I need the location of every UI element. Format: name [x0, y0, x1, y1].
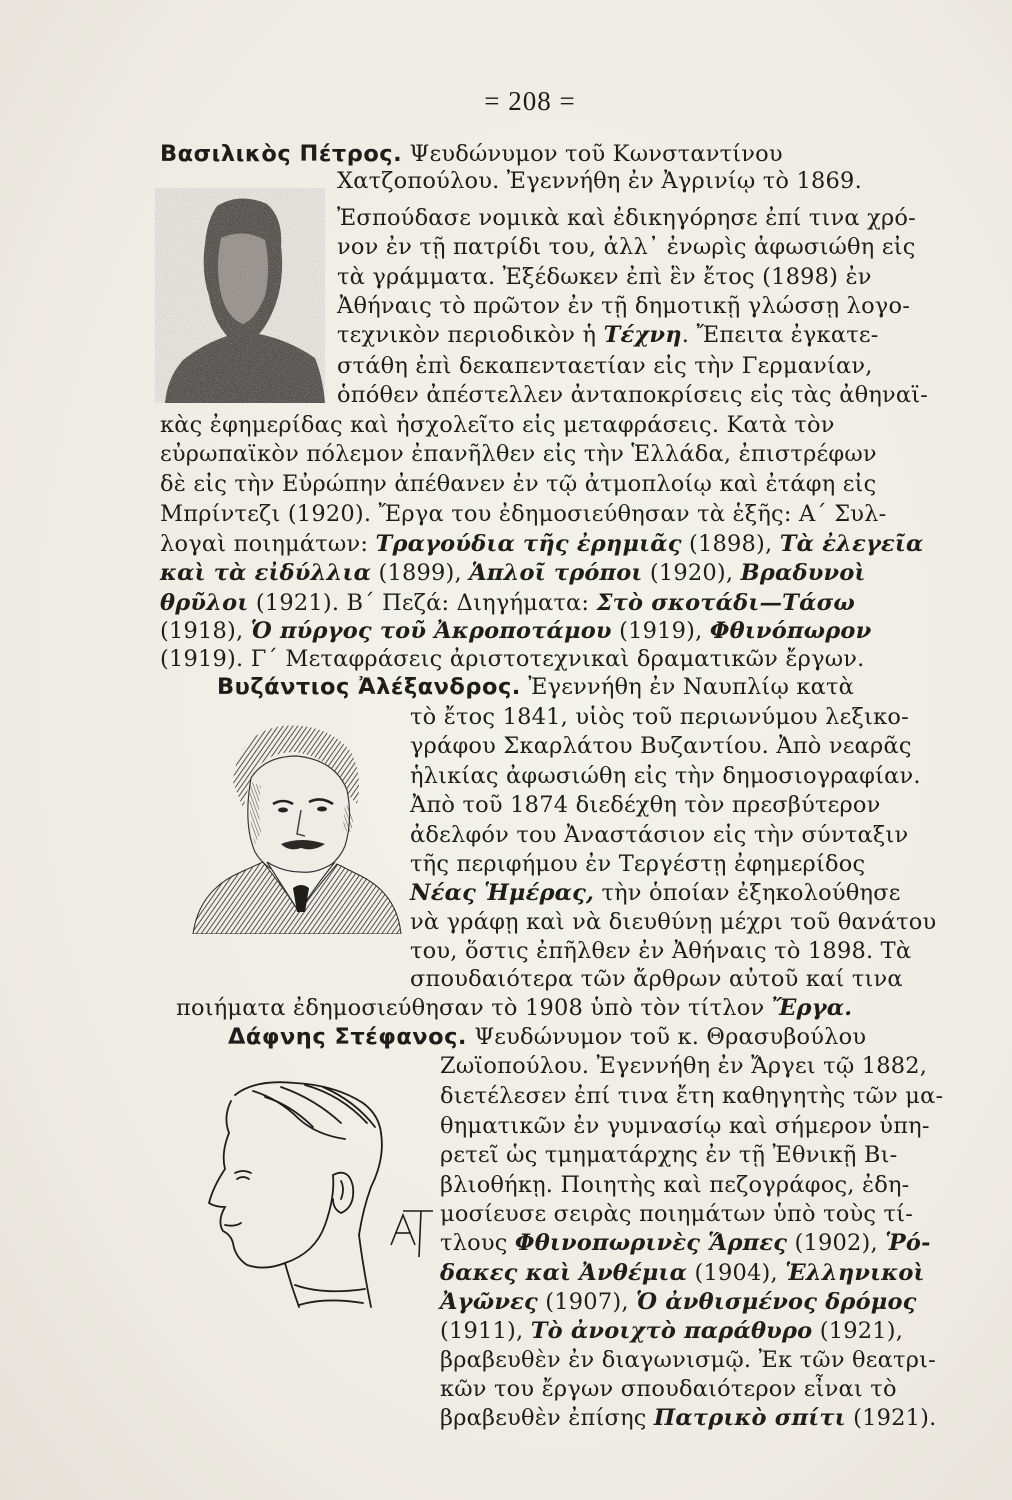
- text-run: (1921),: [819, 1318, 904, 1344]
- text-line: στάθη ἐπὶ δεκαπενταετίαν εἰς τὴν Γερμανίαν,: [337, 353, 873, 379]
- text-run: (1919),: [619, 618, 703, 644]
- text-line: [337, 322, 879, 348]
- italic-title: Ἔργα.: [771, 995, 853, 1021]
- italic-title: Στὸ σκοτάδι—Τάσω: [596, 590, 856, 616]
- text-line: Ἀπὸ τοῦ 1874 διεδέχθη τὸν πρεσβύτερον: [410, 792, 881, 818]
- text-run: (1907),: [545, 1289, 629, 1315]
- text-line: [440, 1289, 917, 1315]
- text-line: Ἀθήναις τὸ πρῶτον ἐν τῇ δημοτικῇ γλώσσῃ λογο-: [337, 293, 911, 319]
- entry-heading: Βασιλικὸς Πέτρος.: [160, 141, 403, 167]
- text-line: [410, 880, 901, 906]
- text-line: [440, 1260, 925, 1286]
- italic-title: Ὁ πύργος τοῦ Ἀκροποτάμου: [250, 618, 612, 644]
- text-run: τλους: [440, 1230, 508, 1256]
- text-line: Μπρίντεζι (1920). Ἔργα του ἐδημοσιεύθησαν τὰ ἑξῆς: Α΄ Συλ-: [160, 501, 887, 527]
- text-line: διετέλεσεν ἐπί τινα ἔτη καθηγητὴς τῶν μα-: [440, 1083, 944, 1109]
- text-line: τὰ γράμματα. Ἐξέδωκεν ἐπὶ ἓν ἔτος (1898) ἐν: [337, 264, 872, 290]
- text-run: τεχνικὸν περιοδικὸν ἡ: [337, 322, 597, 348]
- text-line: του, ὅστις ἐπῆλθεν ἐν Ἀθήναις τὸ 1898. Τὰ: [410, 938, 912, 964]
- text-line: [440, 1318, 903, 1344]
- text-line: Ζωϊοπούλου. Ἐγεννήθη ἐν Ἄργει τῷ 1882,: [440, 1053, 928, 1079]
- text-line: Ἐσπούδασε νομικὰ καὶ ἐδικηγόρησε ἐπί τινα χρό-: [337, 205, 916, 231]
- text-run: βραβευθὲν ἐπίσης: [440, 1405, 647, 1431]
- page-number: = 208 =: [484, 86, 576, 116]
- text-line: Ἐγεννήθη ἐν Ναυπλίῳ κατὰ: [528, 674, 855, 700]
- text-line: [160, 590, 855, 616]
- text-line: [160, 560, 866, 586]
- entry-dafnis-line-1: [228, 1024, 866, 1050]
- text-line: δὲ εἰς τὴν Εὐρώπην ἀπέθανεν ἐν τῷ ἀτμοπλοίῳ καὶ ἐτάφη εἰς: [160, 471, 877, 497]
- text-line: ρετεῖ ὡς τμηματάρχης ἐν τῇ Ἐθνικῇ Βι-: [440, 1142, 898, 1168]
- text-run: (1902),: [794, 1230, 878, 1256]
- text-line: βλιοθήκῃ. Ποιητὴς καὶ πεζογράφος, ἐδη-: [440, 1172, 910, 1198]
- text-run: (1920),: [649, 560, 734, 586]
- text-run: (1921).: [853, 1405, 937, 1431]
- italic-title: Νέας Ἡμέρας,: [410, 880, 595, 906]
- text-line: ὁπόθεν ἀπέστελλεν ἀνταποκρίσεις εἰς τὰς ἀθηναϊ-: [337, 382, 929, 408]
- text-run: (1911),: [440, 1318, 524, 1344]
- italic-title: Ῥό-: [885, 1230, 931, 1256]
- italic-title: Τὸ ἀνοιχτὸ παράθυρο: [530, 1318, 813, 1344]
- text-line: Ψευδώνυμον τοῦ κ. Θρασυβούλου: [474, 1024, 867, 1050]
- text-line: [160, 531, 924, 557]
- text-line: βραβευθὲν ἐν διαγωνισμῷ. Ἐκ τῶν θεατρι-: [440, 1347, 936, 1373]
- italic-title: Βραδυνοὶ: [740, 560, 866, 586]
- text-run: (1904),: [694, 1260, 778, 1286]
- text-line: μοσίευσε σειρὰς ποιημάτων ὑπὸ τοὺς τί-: [440, 1201, 914, 1227]
- text-run: (1898),: [689, 531, 773, 557]
- text-line: Ψευδώνυμον τοῦ Κωνσταντίνου: [409, 141, 783, 167]
- text-line: [440, 1405, 936, 1431]
- text-line: τὸ ἔτος 1841, υἱὸς τοῦ περιωνύμου λεξικο-: [410, 704, 909, 730]
- italic-title: Πατρικὸ σπίτι: [653, 1405, 846, 1431]
- text-line: [440, 1230, 931, 1256]
- text-run: τὴν ὁποίαν ἐξηκολούθησε: [601, 880, 901, 906]
- text-line: ἀδελφόν του Ἀναστάσιον εἰς τὴν σύνταξιν: [410, 822, 909, 848]
- text-line: θηματικῶν ἐν γυμνασίῳ καὶ σήμερον ὑπη-: [440, 1113, 930, 1139]
- italic-title: Ἑλληνικοὶ: [785, 1260, 925, 1286]
- text-line: νὰ γράφῃ καὶ νὰ διευθύνῃ μέχρι τοῦ θανάτου: [410, 909, 937, 935]
- text-line: κῶν του ἔργων σπουδαιότερον εἶναι τὸ: [440, 1376, 897, 1402]
- italic-title: καὶ τὰ εἰδύλλια: [160, 560, 372, 586]
- text-line: [160, 618, 871, 644]
- entry-vyzantios-line-1: [217, 674, 854, 700]
- italic-title: Τέχνη: [603, 322, 682, 348]
- text-line: σπουδαιότερα τῶν ἄρθρων αὐτοῦ καί τινα: [410, 966, 903, 992]
- italic-title: Ἁπλοῖ τρόποι: [469, 560, 643, 586]
- text-run: (1899),: [378, 560, 462, 586]
- italic-title: Τὰ ἐλεγεῖα: [779, 531, 924, 557]
- italic-title: Φθινοπωρινὲς Ἅρπες: [514, 1230, 788, 1256]
- text-line: εὐρωπαϊκὸν πόλεμον ἐπανῆλθεν εἰς τὴν Ἑλλάδα, ἐπιστρέφων: [160, 441, 877, 467]
- italic-title: Ὁ ἀνθισμένος δρόμος: [636, 1289, 917, 1315]
- text-line: Χατζοπούλου. Ἐγεννήθη ἐν Ἀγρινίῳ τὸ 1869.: [337, 168, 862, 194]
- italic-title: θρῦλοι: [160, 590, 249, 616]
- italic-title: Τραγούδια τῆς ἐρημιᾶς: [375, 531, 682, 557]
- entry-heading: Δάφνης Στέφανος.: [228, 1024, 467, 1050]
- text-line: νον ἐν τῇ πατρίδι του, ἀλλ᾽ ἐνωρὶς ἀφωσιώθη εἰς: [337, 234, 916, 260]
- text-run: ποιήματα ἐδημοσιεύθησαν τὸ 1908 ὑπὸ τὸν τίτλον: [176, 995, 765, 1021]
- entry-vasilikos-line-1: [160, 141, 783, 167]
- text-line: ἡλικίας ἀφωσιώθη εἰς τὴν δημοσιογραφίαν.: [410, 763, 921, 789]
- text-run: (1918),: [160, 618, 244, 644]
- italic-title: δακες καὶ Ἀνθέμια: [440, 1260, 688, 1286]
- text-line: κὰς ἐφημερίδας καὶ ἠσχολεῖτο εἰς μεταφράσεις. Κατὰ τὸν: [160, 412, 835, 438]
- text-line: [176, 995, 852, 1021]
- entry-heading: Βυζάντιος Ἀλέξανδρος.: [217, 674, 521, 700]
- text-run: (1921). Β΄ Πεζά: Διηγήματα:: [255, 590, 590, 616]
- text-line: τῆς περιφήμου ἐν Τεργέστῃ ἐφημερίδος: [410, 851, 866, 877]
- italic-title: Ἀγῶνες: [440, 1289, 538, 1315]
- text-line: (1919). Γ΄ Μεταφράσεις ἀριστοτεχνικαὶ δραματικῶν ἔργων.: [160, 646, 865, 672]
- text-run: λογαὶ ποιημάτων:: [160, 531, 369, 557]
- italic-title: Φθινόπωρον: [709, 618, 872, 644]
- text-run: . Ἔπειτα ἐγκατε-: [681, 322, 879, 348]
- text-line: γράφου Σκαρλάτου Βυζαντίου. Ἀπὸ νεαρᾶς: [410, 733, 912, 759]
